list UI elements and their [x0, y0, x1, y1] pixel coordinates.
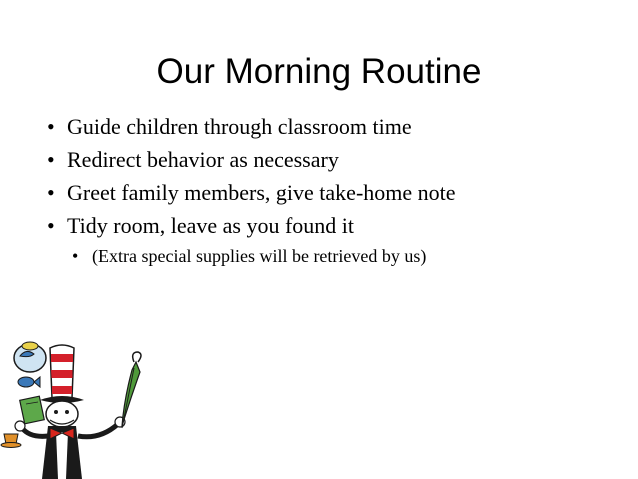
sub-bullet-item	[72, 242, 456, 270]
bullet-icon: •	[47, 114, 55, 139]
fish-icon	[18, 377, 40, 387]
bullet-list	[47, 110, 456, 270]
bullet-icon: •	[47, 147, 55, 172]
bullet-text: Guide children through classroom time	[67, 114, 412, 139]
cat-in-the-hat-illustration	[0, 340, 170, 479]
bullet-text: Tidy room, leave as you found it	[67, 213, 354, 238]
striped-hat-icon	[40, 345, 84, 403]
teacup-icon	[1, 434, 21, 448]
bullet-item	[47, 110, 456, 143]
bullet-text: Greet family members, give take-home note	[67, 180, 456, 205]
bullet-item	[47, 143, 456, 176]
green-book-icon	[20, 396, 45, 424]
bullet-item	[47, 176, 456, 209]
bullet-icon: •	[47, 213, 55, 238]
slide-title: Our Morning Routine	[156, 52, 482, 91]
umbrella-icon	[122, 352, 141, 428]
bullet-item	[47, 209, 456, 242]
bullet-icon: •	[47, 180, 55, 205]
sub-bullet-text: (Extra special supplies will be retrieved by us)	[92, 246, 427, 266]
fishbowl-icon	[14, 342, 46, 372]
sub-bullet-icon: •	[72, 246, 79, 266]
bullet-text: Redirect behavior as necessary	[67, 147, 339, 172]
